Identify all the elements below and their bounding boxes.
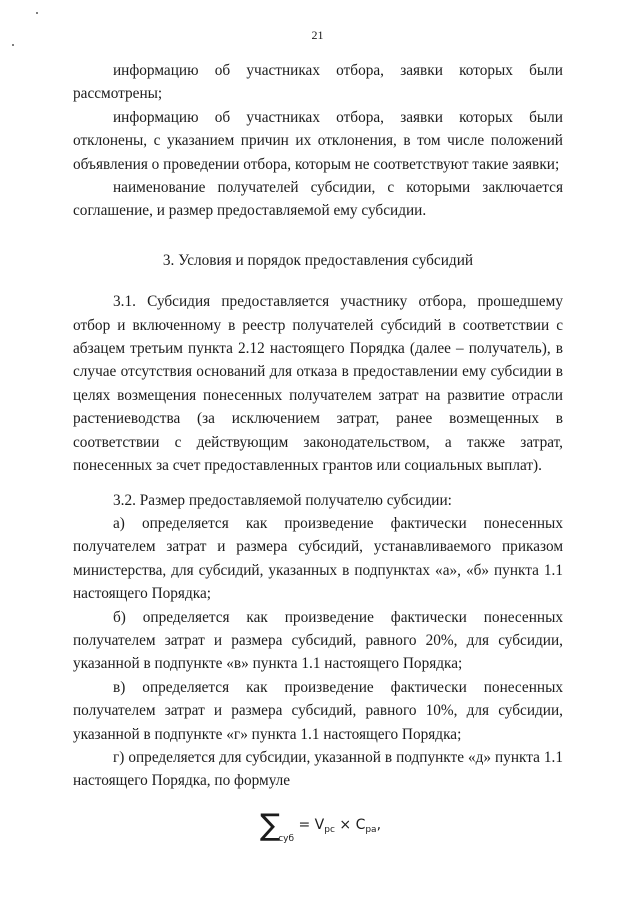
section-heading: 3. Условия и порядок предоставления субсидий: [162, 251, 474, 269]
formula-term: × С: [334, 817, 366, 833]
document-body: [73, 59, 563, 793]
formula-term: ,: [376, 817, 382, 833]
formula-subscript: суб: [278, 834, 295, 844]
paragraph: 3.2. Размер предоставляемой получателю субсидии:: [113, 491, 452, 509]
subsidy-formula: [260, 808, 381, 844]
formula-term: = V: [294, 817, 325, 833]
scan-speck: [12, 44, 14, 46]
page-number: 21: [311, 28, 324, 42]
paragraph: информацию об участниках отбора, заявки которых были отклонены, с указанием причин их отклонения, в том числе положений объявления о проведении отбора, которым не соответствуют такие заявки;: [73, 108, 563, 173]
list-item-v: в) определяется как произведение фактически понесенных получателем затрат и размера субсидий, равного 10%, для субсидии, указанной в подпункте «г» пункта 1.1 настоящего Порядка;: [73, 678, 563, 743]
list-item-g: г) определяется для субсидии, указанной в подпункте «д» пункта 1.1 настоящего Порядка, по формуле: [73, 748, 563, 790]
paragraph: 3.1. Субсидия предоставляется участнику отбора, прошедшему отбор и включенному в реестр получателей субсидий в соответствии с абзацем третьим пункта 2.12 настоящего Порядка (далее – получатель), в случае отсутствия оснований для отказа в предоставлении ему субсидии в целях возмещения понесенных получателем затрат на развитие отрасли растениеводства (за исключением затрат, ранее возмещенных в соответствии с действующим законодательством, а также затрат, понесенных за счет предоставленных грантов или социальных выплат).: [73, 293, 563, 475]
formula-subscript: рс: [324, 825, 335, 835]
scan-speck: [36, 12, 38, 14]
sigma-symbol: ∑: [260, 808, 281, 843]
paragraph: наименование получателей субсидии, с которыми заключается соглашение, и размер предоставляемой ему субсидии.: [73, 179, 563, 220]
paragraph: информацию об участниках отбора, заявки которых были рассмотрены;: [73, 62, 563, 103]
list-item-b: б) определяется как произведение фактически понесенных получателем затрат и размера субсидий, равного 20%, для субсидии, указанной в подпункте «в» пункта 1.1 настоящего Порядка;: [73, 608, 563, 673]
formula-subscript: ра: [365, 825, 377, 835]
list-item-a: а) определяется как произведение фактически понесенных получателем затрат и размера субсидий, устанавливаемого приказом министерства, для субсидий, указанных в подпунктах «а», «б» пункта 1.1 настоящего Порядка;: [73, 514, 563, 603]
